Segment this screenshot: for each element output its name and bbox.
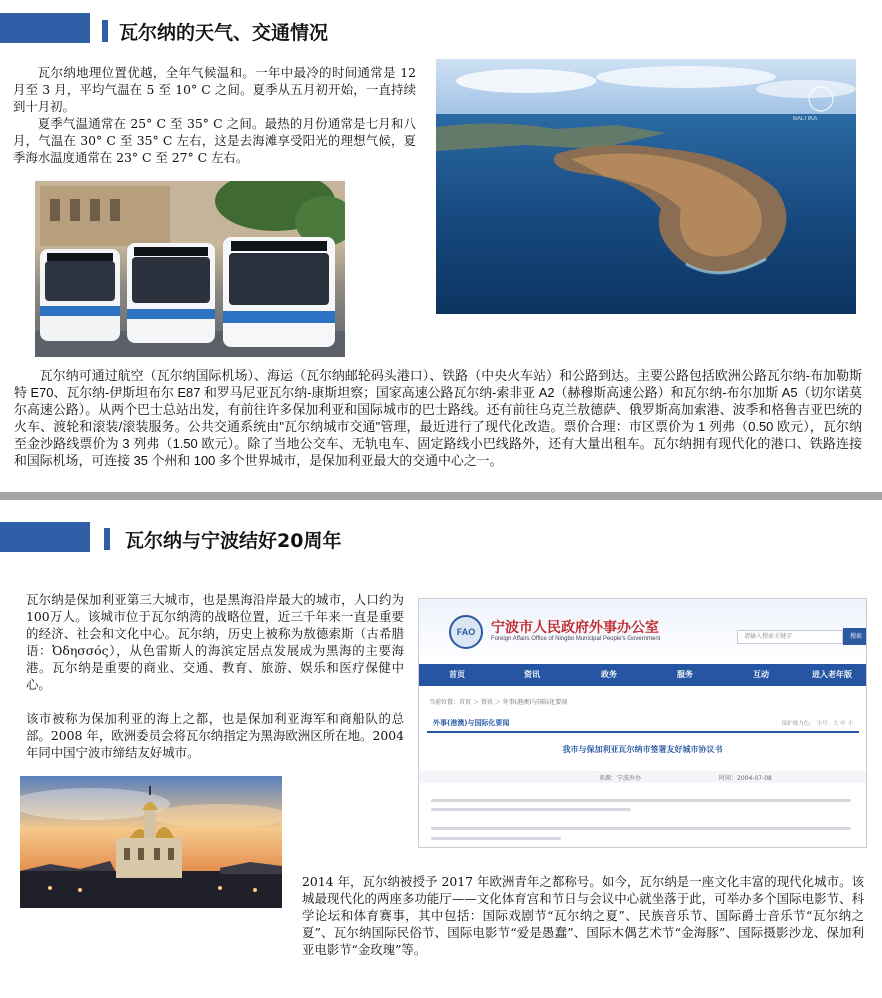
ningbo-website-screenshot [418,598,867,848]
site-article-date: 时间：2004-07-08 [719,775,772,782]
sea-aerial-illustration [436,59,856,314]
site-nav-news[interactable]: 资讯 [524,670,540,679]
cathedral-illustration [20,776,282,908]
site-nav [419,664,866,686]
section-bar-weather [0,13,90,43]
site-nav-interaction[interactable]: 互动 [753,670,769,679]
transport-paragraph: 瓦尔纳可通过航空（瓦尔纳国际机场）、海运（瓦尔纳邮轮码头港口）、铁路（中央火车站）和公路到达。主要公路包括欧洲公路瓦尔纳-布加勒斯特 E70、瓦尔纳-伊斯坦布尔 E87 和罗马尼亚瓦尔纳-康斯坦察；国家高速公路瓦尔纳-索非亚 A2（赫穆斯高速公路）和瓦尔纳-布尔加斯 A5（切尔诺莫尔高速公路）。从两个巴士总站出发，有前往许多保加利亚和国际城市的巴士路线。还有前往乌克兰敖德萨、俄罗斯高加索港、波季和格鲁吉亚巴统的火车、渡轮和滚装/滚装服务。公共交通系统由"瓦尔纳城市交通"管理，最近进行了现代化改造。票价合理：市区票价为 1 列弗（0.50 欧元），瓦尔纳至金沙路线票价为 3 列弗（1.50 欧元）。除了当地公交车、无轨电车、固定路线小巴线路外，还有大量出租车。瓦尔纳拥有现代化的港口、铁路连接和国际机场，可连接 35 个州和 100 多个世界城市，是保加利亚最大的交通中心之一。 [14,368,862,469]
section-title-weather: 瓦尔纳的天气、交通情况 [119,22,329,44]
site-nav-services[interactable]: 服务 [677,670,693,679]
section-tick-ningbo [104,528,110,550]
site-nav-elderly[interactable]: 进入老年版 [812,670,852,679]
site-logo-icon: FAO [449,615,483,649]
site-title: 宁波市人民政府外事办公室 [491,620,659,636]
site-article-title[interactable]: 我市与保加利亚瓦尔纳市签署友好城市协议书 [562,745,723,754]
trolleybus-illustration [35,181,345,357]
site-article-text-line [431,799,851,802]
site-tab-news[interactable]: 外事(港澳)与国际化要闻 [433,719,510,727]
varna-intro-paragraph [26,591,404,761]
site-breadcrumb: 当前位置：首页 ＞ 资讯 ＞ 外事(港澳)与国际化要闻 [429,699,568,706]
sea-watermark: BALTIKA [793,116,818,122]
culture-paragraph: 2014 年，瓦尔纳被授予 2017 年欧洲青年之都称号。如今，瓦尔纳是一座文化丰富的现代化城市。该城最现代化的两座多功能厅——文化体育宫和节日与会议中心就坐落于此，可举办多个国际电影节、科学论坛和体育赛事，其中包括：国际戏剧节“瓦尔纳之夏”、民族音乐节、国际爵士音乐节“瓦尔纳之夏”、瓦尔纳国际民俗节、国际电影节“爱是愚蠢”、国际木偶艺术节“金海豚”、国际摄影沙龙、保加利亚电影节“金玫瑰”等。 [302,874,864,957]
section-tick-weather [102,20,108,42]
site-article-source: 来源：宁波外办 [599,775,642,782]
trolleybus-photo [35,181,345,357]
site-nav-home[interactable]: 首页 [449,670,465,679]
site-article-text-line [431,808,631,811]
section-bar-ningbo [0,522,90,552]
site-search-input[interactable]: 请输入搜索关键字 [737,630,843,644]
cathedral-photo [20,776,282,908]
site-article-meta [419,771,866,783]
site-subtitle: Foreign Affairs Office of Ningbo Municipal People's Government [491,636,661,642]
site-font-size-controls[interactable]: 保护视力色： 字号：大 中 小 [781,721,853,727]
weather-paragraph-1 [13,64,416,166]
section-title-ningbo: 瓦尔纳与宁波结好20周年 [125,530,342,552]
site-tab-bar [427,715,859,733]
site-article-text-line [431,837,561,840]
section-divider [0,492,882,500]
site-article-text-line [431,827,851,830]
varna-intro-text-1: 瓦尔纳是保加利亚第三大城市，也是黑海沿岸最大的城市，人口约为 100万人。该城市位于瓦尔纳湾的战略位置，近三千年来一直是重要的经济、社会和文化中心。瓦尔纳，历史上被称为敖德索斯（古希腊语：Ὀδησσός），从色雷斯人的海滨定居点发展成为黑海的主要海港。瓦尔纳是重要的商业、交通、教育、旅游、娱乐和医疗保健中心。 [26,592,404,692]
site-search-button[interactable]: 搜索 [843,628,867,645]
sea-aerial-photo [436,59,856,314]
weather-text-1: 瓦尔纳地理位置优越，全年气候温和。一年中最冷的时间通常是 12 月至 3 月，平均气温在 5 至 10° C 之间。夏季从五月初开始，一直持续到十月初。 [13,65,416,114]
weather-text-2: 夏季气温通常在 25° C 至 35° C 之间。最热的月份通常是七月和八月，气温在 30° C 至 35° C 左右，这是去海滩享受阳光的理想气候，夏季海水温度通常在 23° C 至 27° C 左右。 [13,116,416,165]
varna-intro-text-2: 该市被称为保加利亚的海上之都，也是保加利亚海军和商船队的总部。2008 年，欧洲委员会将瓦尔纳指定为黑海欧洲区所在地。2004年同中国宁波市缔结友好城市。 [26,711,404,760]
site-nav-affairs[interactable]: 政务 [601,670,617,679]
